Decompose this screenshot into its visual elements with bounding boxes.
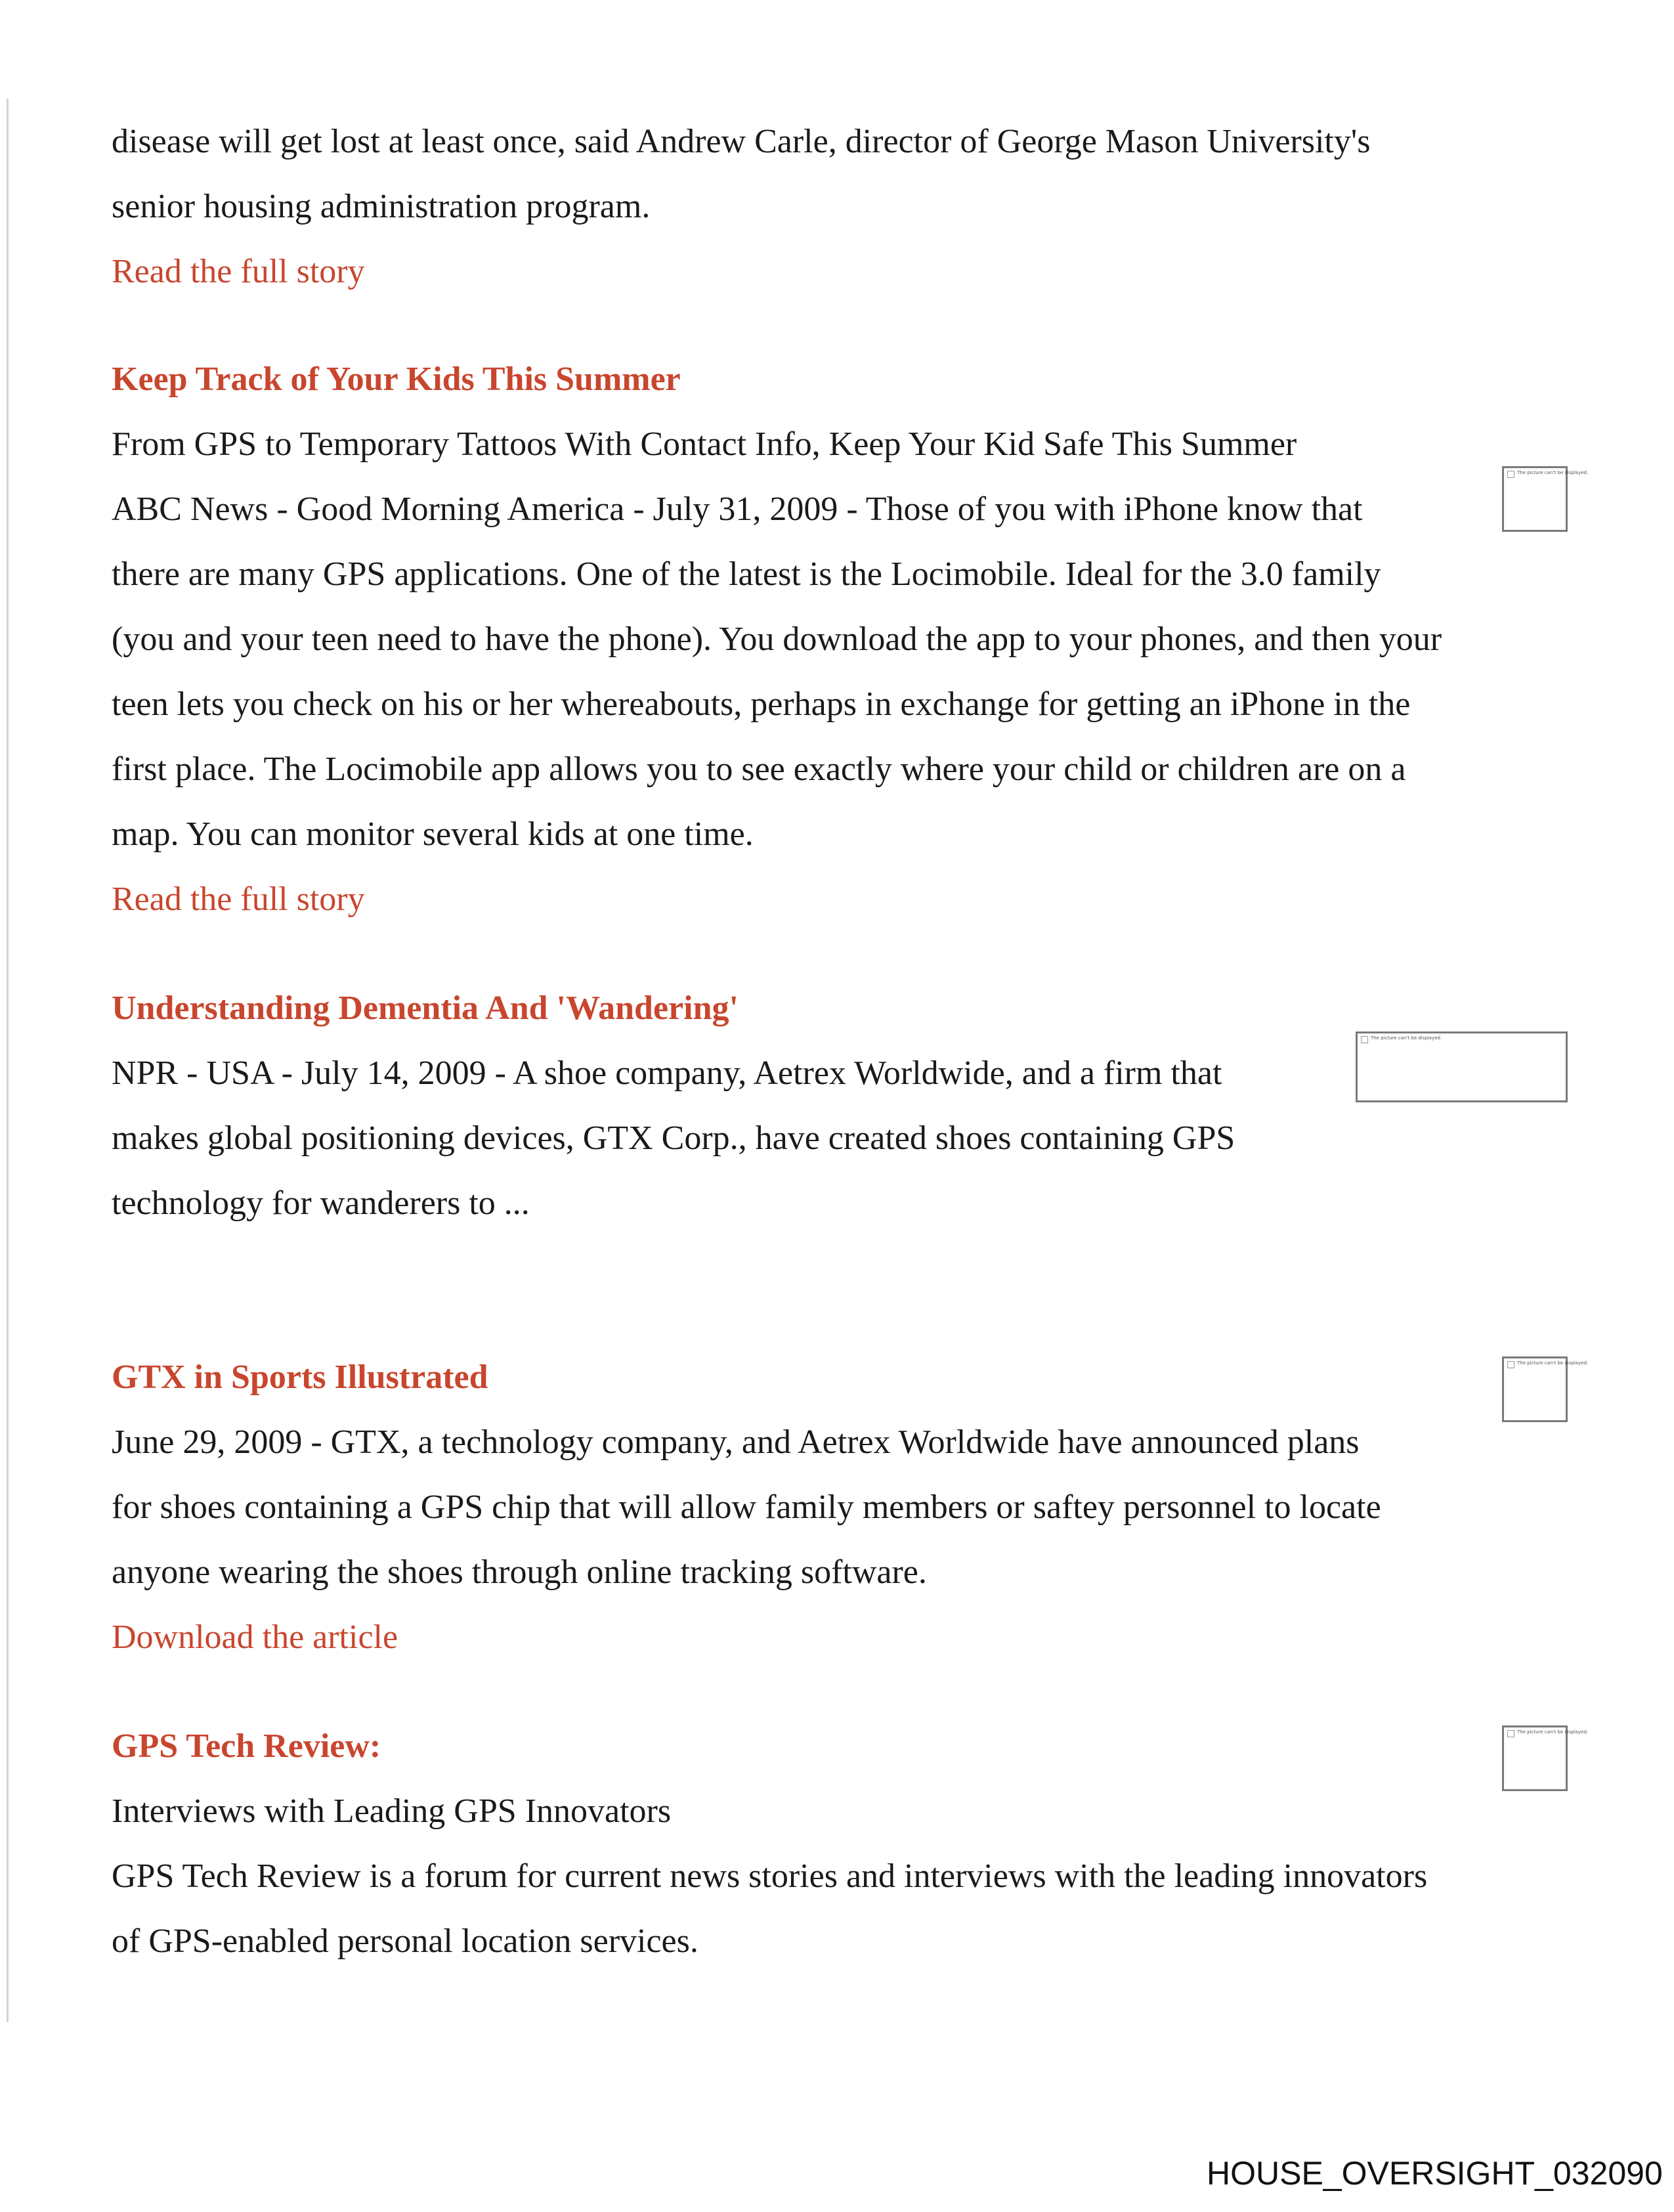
read-full-story-link[interactable]: Read the full story xyxy=(112,880,365,918)
broken-image-text: The picture can't be displayed. xyxy=(1371,1035,1442,1041)
broken-image-placeholder xyxy=(1502,1356,1589,1422)
read-full-story-link[interactable]: Read the full story xyxy=(112,253,365,290)
article-line: teen lets you check on his or her whereabouts, perhaps in exchange for getting an iPhone in the xyxy=(112,685,1411,723)
intro-line: senior housing administration program. xyxy=(112,188,651,225)
article-line: ABC News - Good Morning America - July 31, 2009 - Those of you with iPhone know that xyxy=(112,490,1363,528)
article-line: (you and your teen need to have the phone). You download the app to your phones, and then your xyxy=(112,620,1442,658)
article-line: for shoes containing a GPS chip that will allow family members or saftey personnel to locate xyxy=(112,1488,1381,1526)
article-title-keep-track: Keep Track of Your Kids This Summer xyxy=(112,360,681,398)
article-title-gps-tech-review: GPS Tech Review: xyxy=(112,1727,381,1765)
article-line: there are many GPS applications. One of the latest is the Locimobile. Ideal for the 3.0 family xyxy=(112,555,1381,593)
article-line: map. You can monitor several kids at one time. xyxy=(112,815,754,853)
article-title-gtx-sports-illustrated: GTX in Sports Illustrated xyxy=(112,1358,488,1396)
broken-image-placeholder xyxy=(1502,466,1589,532)
article-line: June 29, 2009 - GTX, a technology company, and Aetrex Worldwide have announced plans xyxy=(112,1423,1360,1461)
article-line: of GPS-enabled personal location services. xyxy=(112,1922,698,1960)
download-article-link[interactable]: Download the article xyxy=(112,1618,398,1656)
article-line: NPR - USA - July 14, 2009 - A shoe company, Aetrex Worldwide, and a firm that xyxy=(112,1054,1222,1092)
intro-line: disease will get lost at least once, said Andrew Carle, director of George Mason University's xyxy=(112,123,1371,160)
article-line: makes global positioning devices, GTX Corp., have created shoes containing GPS xyxy=(112,1119,1235,1157)
broken-image-icon xyxy=(1507,1730,1514,1737)
broken-image-icon xyxy=(1507,471,1514,478)
article-line: GPS Tech Review is a forum for current news stories and interviews with the leading innovators xyxy=(112,1857,1428,1895)
broken-image-text: The picture can't be displayed. xyxy=(1517,1729,1589,1735)
article-line: anyone wearing the shoes through online tracking software. xyxy=(112,1553,927,1591)
broken-image-text: The picture can't be displayed. xyxy=(1517,470,1589,475)
article-line: From GPS to Temporary Tattoos With Contact Info, Keep Your Kid Safe This Summer xyxy=(112,425,1297,463)
broken-image-icon xyxy=(1361,1036,1368,1043)
article-line: Interviews with Leading GPS Innovators xyxy=(112,1792,672,1830)
broken-image-placeholder xyxy=(1356,1031,1568,1102)
article-line: technology for wanderers to ... xyxy=(112,1184,530,1222)
left-margin-rule xyxy=(7,98,9,2022)
broken-image-text: The picture can't be displayed. xyxy=(1517,1360,1589,1366)
broken-image-placeholder xyxy=(1502,1725,1589,1791)
article-line: first place. The Locimobile app allows you to see exactly where your child or children are on a xyxy=(112,750,1406,788)
document-id-footer: HOUSE_OVERSIGHT_032090 xyxy=(1207,2155,1663,2192)
article-title-understanding-dementia: Understanding Dementia And 'Wandering' xyxy=(112,989,739,1027)
broken-image-icon xyxy=(1507,1361,1514,1368)
